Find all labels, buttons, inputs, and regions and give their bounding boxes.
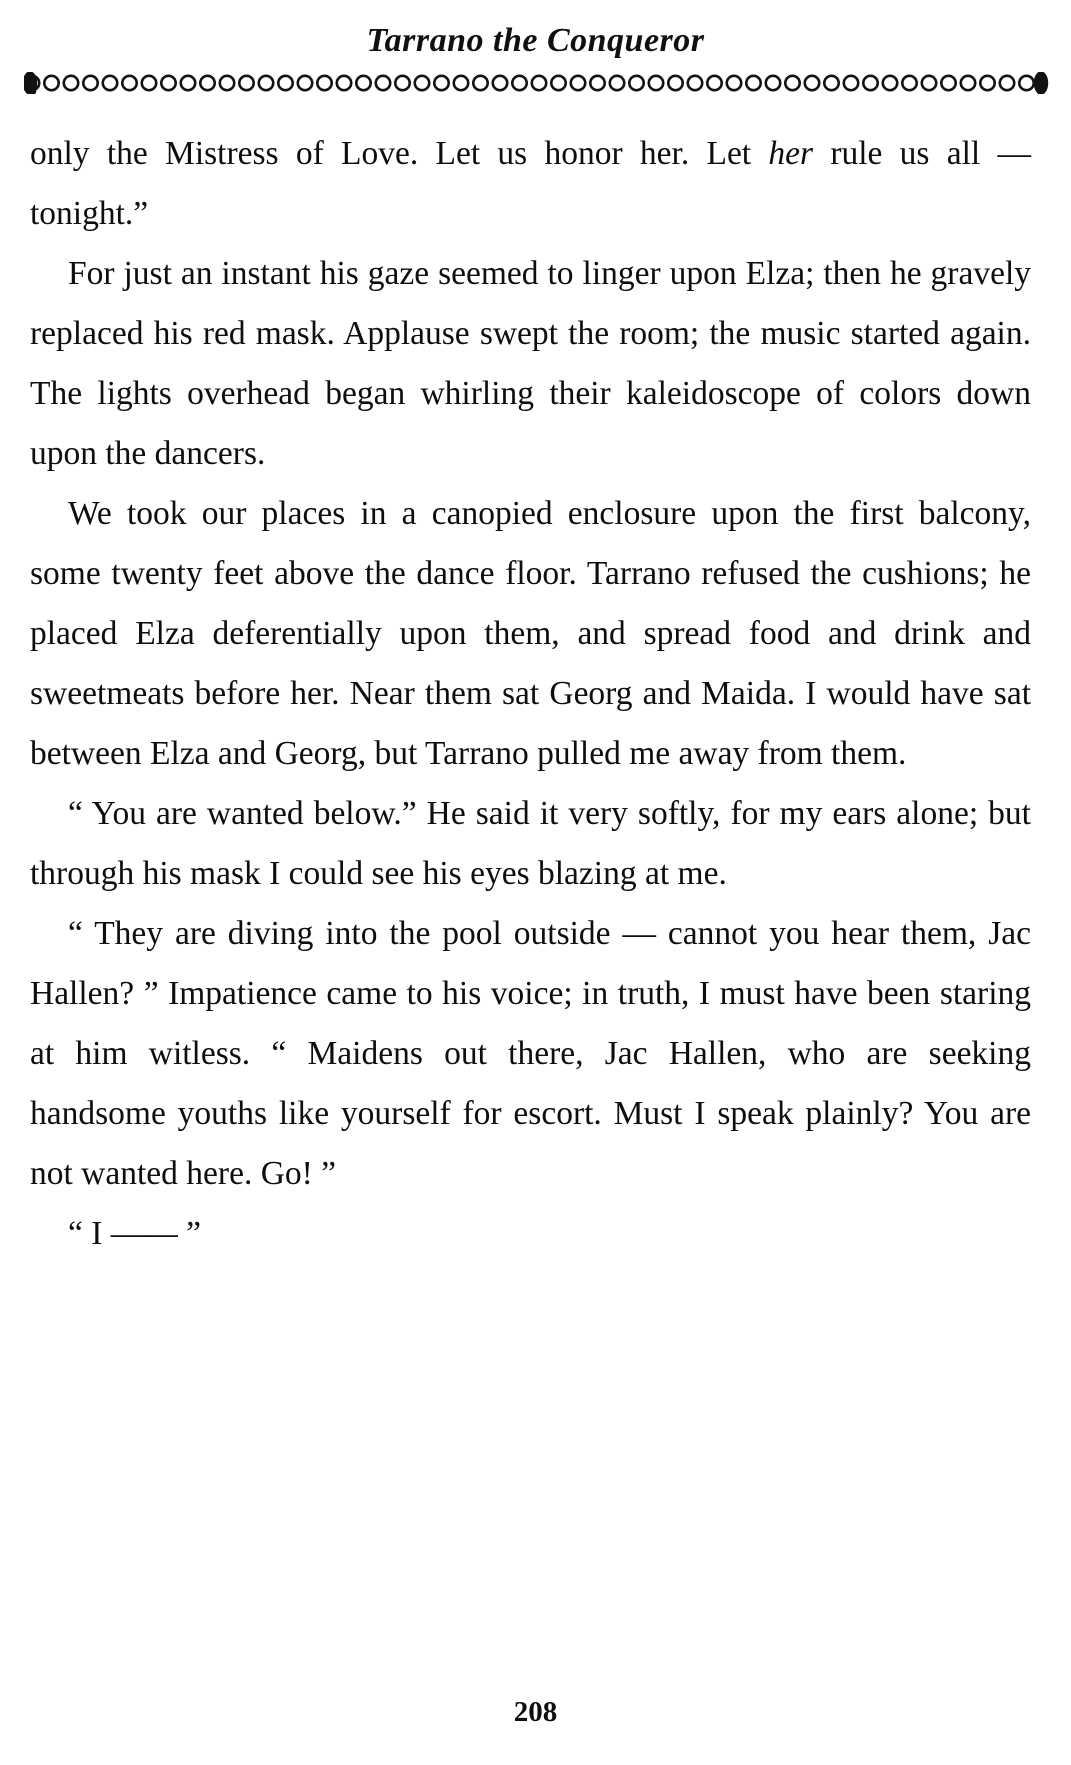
page-body (30, 124, 1031, 1264)
paragraph (30, 244, 1031, 484)
paragraph (30, 1204, 1031, 1264)
paragraph (30, 484, 1031, 784)
text-run: “ They are diving into the pool outside — cannot you hear them, Jac Hallen? ” Impatience came to his voice; in truth, I must have been staring at him witless. “ Maidens out there, Jac Hallen, who are seeking handsome youths like yourself for escort. Must I speak plainly? You are not wanted here. Go! ” (30, 915, 1031, 1192)
paragraph (30, 904, 1031, 1204)
beaded-chain-rule-icon (24, 72, 1049, 94)
text-run: rule us all — tonight.” (30, 135, 1031, 232)
page-title: Tarrano the Conqueror (366, 22, 705, 59)
text-run: “ I —— ” (68, 1215, 202, 1252)
page-folio: 208 (513, 1696, 558, 1728)
text-run: “ You are wanted below.” He said it very softly, for my ears alone; but through his mask I could see his eyes blazing at me. (30, 795, 1031, 892)
text-run: We took our places in a canopied enclosure upon the first balcony, some twenty feet above the dance floor. Tarrano refused the cushions; he placed Elza deferentially upon them, and spread food and drink and sweetmeats before her. Near them sat Georg and Maida. I would have sat between Elza and Georg, but Tarrano pulled me away from them. (30, 495, 1031, 772)
paragraph (30, 124, 1031, 244)
text-run: only the Mistress of Love. Let us honor her. Let (30, 135, 769, 172)
text-run: For just an instant his gaze seemed to linger upon Elza; then he gravely replaced his red mask. Applause swept the room; the music started again. The lights overhead began whirling their kaleidoscope of colors down upon the dancers. (30, 255, 1031, 472)
emphasis-text: her (768, 135, 814, 172)
ornamental-rule (0, 72, 1071, 94)
paragraph (30, 784, 1031, 904)
